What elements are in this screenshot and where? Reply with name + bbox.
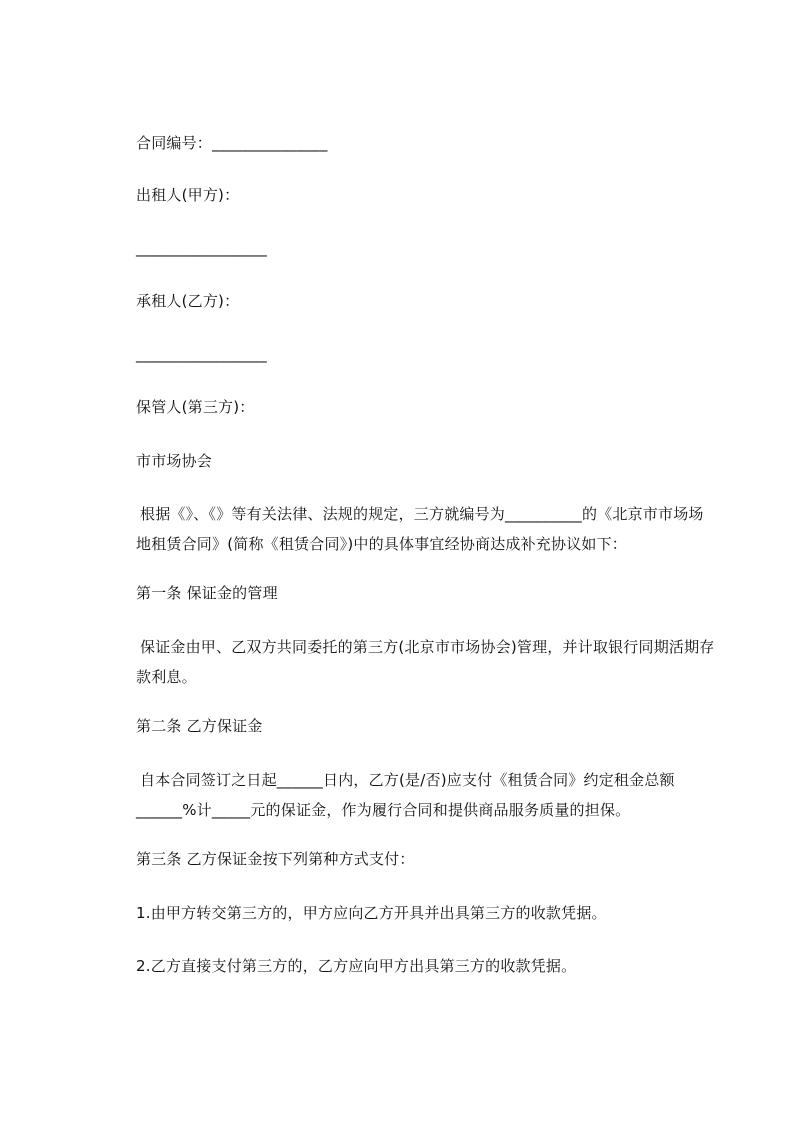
custodian-name: 市市场协会	[136, 452, 213, 470]
lessee-blank: _________________	[136, 345, 267, 363]
payment-option-2: 2.乙方直接支付第三方的，乙方应向甲方出具第三方的收款凭据。	[136, 957, 577, 975]
lessor-label: 出租人(甲方)：	[136, 186, 240, 204]
article-2-title: 第二条 乙方保证金	[136, 717, 263, 735]
contract-number-line	[136, 133, 716, 153]
article-1-title: 第一条 保证金的管理	[136, 584, 278, 602]
contract-number-blank: _______________	[212, 134, 328, 152]
article-3-title: 第三条 乙方保证金按下列第种方式支付：	[136, 850, 415, 868]
intro-paragraph: 根据《》、《》等有关法律、法规的规定，三方就编号为__________的《北京市市场场地租赁合同》(简称《租赁合同》)中的具体事宜经协商达成补充协议如下：	[136, 505, 704, 553]
lessor-blank: _________________	[136, 239, 267, 257]
article-2-body: 自本合同签订之日起______日内，乙方(是/否)应支付《租赁合同》约定租金总额______%计_____元的保证金，作为履行合同和提供商品服务质量的担保。	[136, 771, 675, 819]
article-1-body: 保证金由甲、乙双方共同委托的第三方(北京市市场协会)管理，并计取银行同期活期存款利息。	[136, 638, 715, 686]
contract-number-label: 合同编号：	[136, 134, 213, 152]
lessee-label: 承租人(乙方)：	[136, 292, 240, 310]
payment-option-1: 1.由甲方转交第三方的，甲方应向乙方开具并出具第三方的收款凭据。	[136, 904, 607, 922]
custodian-label: 保管人(第三方)：	[136, 398, 255, 416]
